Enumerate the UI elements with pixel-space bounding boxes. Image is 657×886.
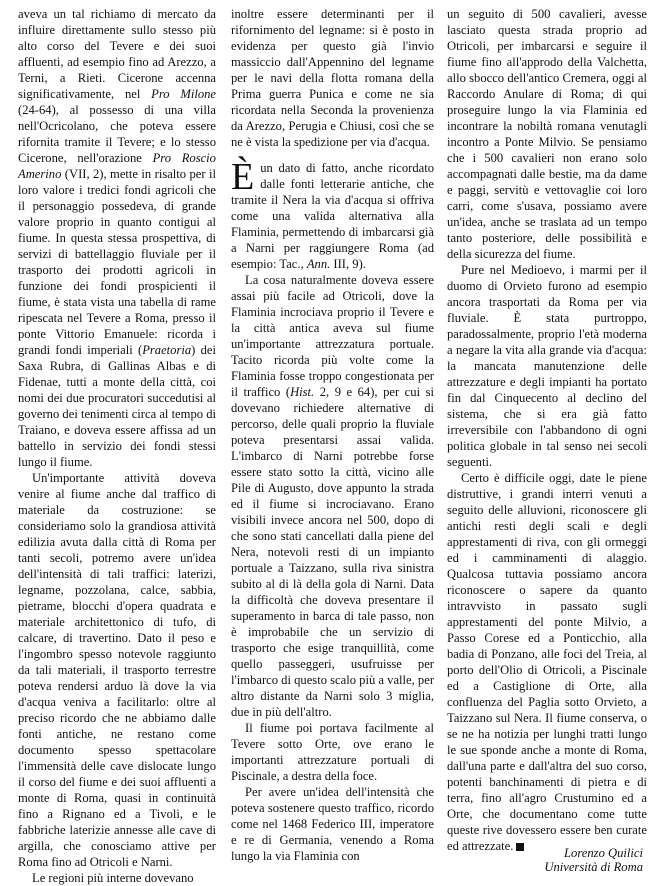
paragraph: Certo è difficile oggi, date le piene distruttive, i grandi interri venuti a seguito delle alluvioni, riconoscere gli antichi resti degli scali e degli apprestamenti di riva, con gli ormeggi ed i camminamenti di alaggio. Qualcosa tuttavia possiamo ancora riconoscere o sapere da quanto intravvisto in passato sugli apprestamenti del ponte Milvio, a Passo Corese ed a Ponticchio, alla badia di Ponzano, alle foci del Treia, al porto dell'Olio di Otricoli, a Piscinale ed a Castiglione di Orte, alla confluenza del Paglia sotto Orvieto, a Taizzano sul Nera. Il fiume conserva, o se ne ha notizia per lunghi tratti lungo le sue sponde anche a monte di Roma, dall'una parte e dall'altra del suo corso, potenti banchinamenti di pietra e di terra, fino all'agro Crustumino ed a Orte, che documentano come tutte queste rive dovessero essere ben curate ed attrezzate. xyxy=(447,471,647,853)
paragraph: Le regioni più interne dovevano xyxy=(32,871,194,885)
column-2 xyxy=(231,6,434,864)
author-affiliation: Università di Roma xyxy=(544,860,643,874)
end-mark-icon xyxy=(516,843,524,851)
paragraph: Un'importante attività doveva venire al fiume anche dal traffico di materiale da costruzione: se consideriamo solo la grandiosa attività edilizia avuta dalla città di Roma per tanti secoli, potremo avere un'idea dell'intensità di tali traffici: laterizi, legname, pozzolana, calce, sabbia, pietrame, blocchi d'opera quadrata e materiale architettonico di tufo, di calcare, di travertino. Dato il peso e l'ingombro spesso notevole raggiunto da tali materiali, il trasporto terrestre poteva rendersi arduo là dove la via d'acqua veniva a facilitarlo: oltre al preciso ricordo che ne abbiamo dalle fonti antiche, ne restano come documento spesso spettacolare l'immensità delle cave dislocate lungo il corso del fiume e dei suoi affluenti a monte di Roma, quasi in continuità fino a Rignano ed a Tivoli, e le fabbriche laterizie annesse alle cave di argilla, che conosciamo attive per Roma fino ad Otricoli e Narni. xyxy=(18,471,216,869)
paragraph: inoltre essere determinanti per il rifornimento del legname: si è posto in evidenza per questo già l'invio massiccio dall'Appennino del legname per le navi della flotta romana della Prima guerra Punica e come ne sia ricordata nella Seconda la provenienza da Arezzo, Perugia e Chiusi, così che se ne è vista la spedizione per via d'acqua. xyxy=(231,7,434,149)
paragraph: La cosa naturalmente doveva essere assai più facile ad Otricoli, dove la Flaminia incrociava proprio il Tevere e la città antica aveva sul fiume un'importante attrezzatura portuale. Tacito ricorda più volte come la Flaminia fosse troppo congestionata per il traffico (Hist. 2, 9 e 64), per cui si dovevano richiedere alternative di percorso, delle quali proprio la fluviale poteva presentarsi assai valida. L'imbarco di Narni potrebbe forse essere stato sotto la città, vicino alle Pile di Augusto, dove appunto la strada ed il fiume si incrociavano. Erano visibili invece ancora nel 500, dopo di che sono stati cancellati dalla piene del Nera, notevoli resti di un impianto portuale a Taizzano, sulla riva sinistra subito al di là della gola di Narni. Data la difficoltà che doveva presentare il superamento in barca di tale passo, non è improbabile che un servizio di trasporto che esige tranquillità, come quello passeggeri, usufruisse per l'imbarco di questo scalo più a valle, per altro distante da Narni solo 3 miglia, due in più dell'altro. xyxy=(231,273,435,719)
paragraph: un seguito di 500 cavalieri, avesse lasciato questa strada proprio ad Otricoli, per imbarcarsi e seguire il fiume fino all'approdo della Valchetta, allo sbocco dell'antico Cremera, oggi al Raccordo Anulare di Roma; di qui proseguire lungo la via Flaminia ed incontrare la nobiltà romana venutagli incontro a Ponte Milvio. Se pensiamo che i 500 cavalieri non erano solo accompagnati dalle bestie, ma da dame e paggi, servitù e vettovaglie coi loro carri, come s'usava, possiamo avere un'idea, anche se traslata ad un tempo tanto posteriore, delle possibilità e della sicurezza del fiume. xyxy=(447,7,647,261)
section-gap xyxy=(231,150,434,160)
author-signature xyxy=(544,846,643,874)
column-3 xyxy=(447,6,647,854)
paragraph: aveva un tal richiamo di mercato da influire direttamente sullo stesso più alto corso del Tevere e dei suoi affluenti, ad esempio fino ad Arezzo, a Terni, a Rieti. Cicerone accenna significativamente, nel Pro Milone (24-64), al possesso di una villa nell'Ocricolano, che poteva essere rifornita tramite il Tevere; e lo stesso Cicerone, nell'orazione Pro Roscio Amerino (VII, 2), mette in risalto per il loro valore i tredici fondi agricoli che il personaggio possedeva, di grande valore proprio in quanto contigui al fiume. In questa stessa prospettiva, di servizi di battellaggio fluviale per il trasporto dei prodotti agricoli in funzione dei fondi prospicienti il fiume, è stata vista una tabella di rame ripescata nel Tevere a Roma, presso il ponte Vittorio Emanuele: ricorda i grandi fondi imperiali (Praetoria) dei Saxa Rubra, di Gallinas Albas e di Fidenae, tutti a monte della città, coi nomi dei due procuratori succedutisi al governo dei tenimenti circa al tempo di Traiano, e doveva essere affissa ad un battello in servizio dei fondi stessi lungo il fiume. xyxy=(18,7,217,469)
paragraph: Per avere un'idea dell'intensità che poteva sostenere questo traffico, ricordo come nel 1468 Federico III, imperatore e re di Germania, venendo a Roma lungo la via Flaminia con xyxy=(231,785,434,863)
author-name: Lorenzo Quilici xyxy=(564,846,643,860)
drop-cap: È xyxy=(231,156,255,198)
column-1 xyxy=(18,6,216,886)
paragraph: Pure nel Medioevo, i marmi per il duomo di Orvieto furono ad esempio ancora trasportati da Roma per via fluviale. È stata purtroppo, paradossalmente, proprio l'età moderna a negare la vita alla grande via d'acqua: la mancata manutenzione delle attrezzature e degli impianti ha portato fin dal Cinquecento al declino del sistema, che si era già fatto irreversibile con l'abbandono di ogni politica globale in tal senso nei secoli seguenti. xyxy=(447,263,647,469)
paragraph: Il fiume poi portava facilmente al Tevere sotto Orte, ove erano le importanti attrezzature portuali di Piscinale, a destra della foce. xyxy=(231,721,434,783)
paragraph-dropcap: È un dato di fatto, anche ricordato dalle fonti letterarie antiche, che tramite il Nera la via d'acqua si offriva come una valida alternativa alla Flaminia, permettendo di imbarcarsi già a Narni per raggiungere Roma (ad esempio: Tac., Ann. III, 9). xyxy=(231,156,434,271)
